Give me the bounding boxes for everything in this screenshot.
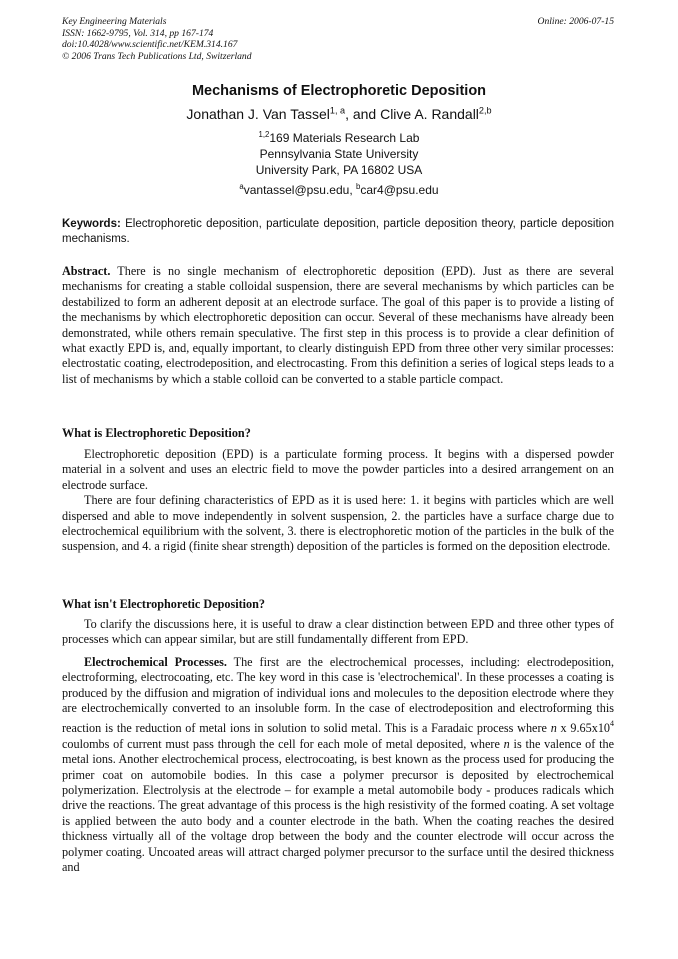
- keywords-text: Electrophoretic deposition, particulate deposition, particle deposition theory, particle deposition mechanisms.: [62, 218, 614, 245]
- section-2-paragraph-2: Electrochemical Processes. The first are the electrochemical processes, including: electrodeposition, electroforming, electrocoating, etc. The key word in this case is 'electrochemical'. In these processes a coating is produced by the diffusion and migration of individual ions and molecules to the deposition electrode where they are electrochemically converted to an insoluble form. In the case of electrodeposition and electroforming this reaction is the reduction of metal ions in solution to solid metal. This is a Faradaic process where n x $9.65x10^4$ coulombs of current must pass through the cell for each mole of metal deposited, where n is the valence of the metal ions. Another electrochemical process, electrocoating, is best known as the process used for producing the primer coat on automobile bodies. In this case a polymer precursor is deposited by electrochemical polymerization. Electrolysis at the electrode – for example a metal automobile body - produces radicals which drive the reactions. The great advantage of this process is the high resistivity of the formed coating. A set voltage is applied between the auto body and a counter electrode in the bath. When the coating reaches the desired thickness virtually all of the voltage drop between the body and the counter electrode will occur across the polymer coating. Uncoated areas will attract charged polymer precursor to the surface until the desired thickness and: [62, 654, 615, 875]
- section-2-body: [62, 617, 614, 876]
- journal-name: Key Engineering Materials: [62, 16, 167, 27]
- section-2-heading: What isn't Electrophoretic Deposition?: [62, 597, 266, 611]
- email-a: vantassel@psu.edu,: [243, 183, 356, 197]
- paper-title: Mechanisms of Electrophoretic Deposition: [191, 83, 487, 99]
- abstract-label: Abstract.: [62, 264, 111, 278]
- email-b: car4@psu.edu: [360, 183, 439, 197]
- affiliation-line-3: University Park, PA 16802 USA: [255, 163, 423, 177]
- affiliation: [0, 130, 678, 178]
- section-1-paragraph-2: There are four defining characteristics of EPD as it is used here: 1. it begins with particles which are well dispersed and able to move independently in solvent suspension, 2. the particles have a surface charge due to electrochemical equilibrium with the solvent, 3. there is electrophoretic motion of the particles in the bulk of the suspension, and 4. a rigid (finite shear strength) deposition of the particles is formed on the deposition electrode.: [62, 493, 614, 554]
- section-1-body: [62, 447, 614, 555]
- doi-line: doi:10.4028/www.scientific.net/KEM.314.167: [62, 39, 238, 50]
- affiliation-line-1: 169 Materials Research Lab: [269, 131, 420, 145]
- section-2-paragraph-1: To clarify the discussions here, it is useful to draw a clear distinction between EPD and three other types of processes which can appear similar, but are still fundamentally different from EPD.: [62, 617, 614, 647]
- keywords: [62, 217, 614, 247]
- copyright-line: © 2006 Trans Tech Publications Ltd, Switzerland: [62, 50, 252, 62]
- author-joiner: , and Clive A. Randall: [345, 106, 479, 122]
- author-1: Jonathan J. Van Tassel: [186, 106, 330, 122]
- issn-line: ISSN: 1662-9795, Vol. 314, pp 167-174: [62, 27, 214, 39]
- abstract-text: There is no single mechanism of electrophoretic deposition (EPD). Just as there are several mechanisms for creating a stable colloidal suspension, there are several mechanisms by which particles can be destabilized to form an adherent deposit at an electrode surface. The goal of this paper is to provide a listing of the mechanisms by which electrophoretic deposition can occur. Several of these mechanisms have already been demonstrated, while others remain speculative. The first step in this process is to provide a clear definition of what exactly EPD is, and, equally important, to clearly distinguish EPD from three other very similar processes: electrostatic coating, electrodeposition, and electrocasting. From this definition a series of logical steps leads to a list of mechanisms by which a stable colloid can be converted to a stable particle compact.: [62, 264, 614, 386]
- abstract: [62, 264, 614, 387]
- journal-header: [62, 16, 252, 62]
- author-line: [0, 106, 678, 122]
- section-1-heading: What is Electrophoretic Deposition?: [62, 426, 251, 440]
- affiliation-line-2: Pennsylvania State University: [259, 147, 419, 161]
- electrochemical-processes-label: Electrochemical Processes.: [84, 654, 227, 669]
- affiliation-superscript: 1,2: [258, 130, 270, 139]
- section-1-paragraph-1: Electrophoretic deposition (EPD) is a particulate forming process. It begins with a dispersed powder material in a solvent and uses an electric field to move the powder particles into a desired arrangement on an electrode surface.: [62, 447, 614, 492]
- email-a-superscript: a: [239, 182, 244, 191]
- exponent: 4: [610, 719, 615, 729]
- online-date: Online: 2006-07-15: [537, 16, 614, 27]
- author-2-superscript: 2,b: [478, 105, 492, 116]
- author-1-superscript: 1, a: [329, 105, 346, 116]
- keywords-label: Keywords:: [62, 218, 121, 230]
- email-line: [0, 183, 678, 197]
- email-b-superscript: b: [356, 182, 361, 191]
